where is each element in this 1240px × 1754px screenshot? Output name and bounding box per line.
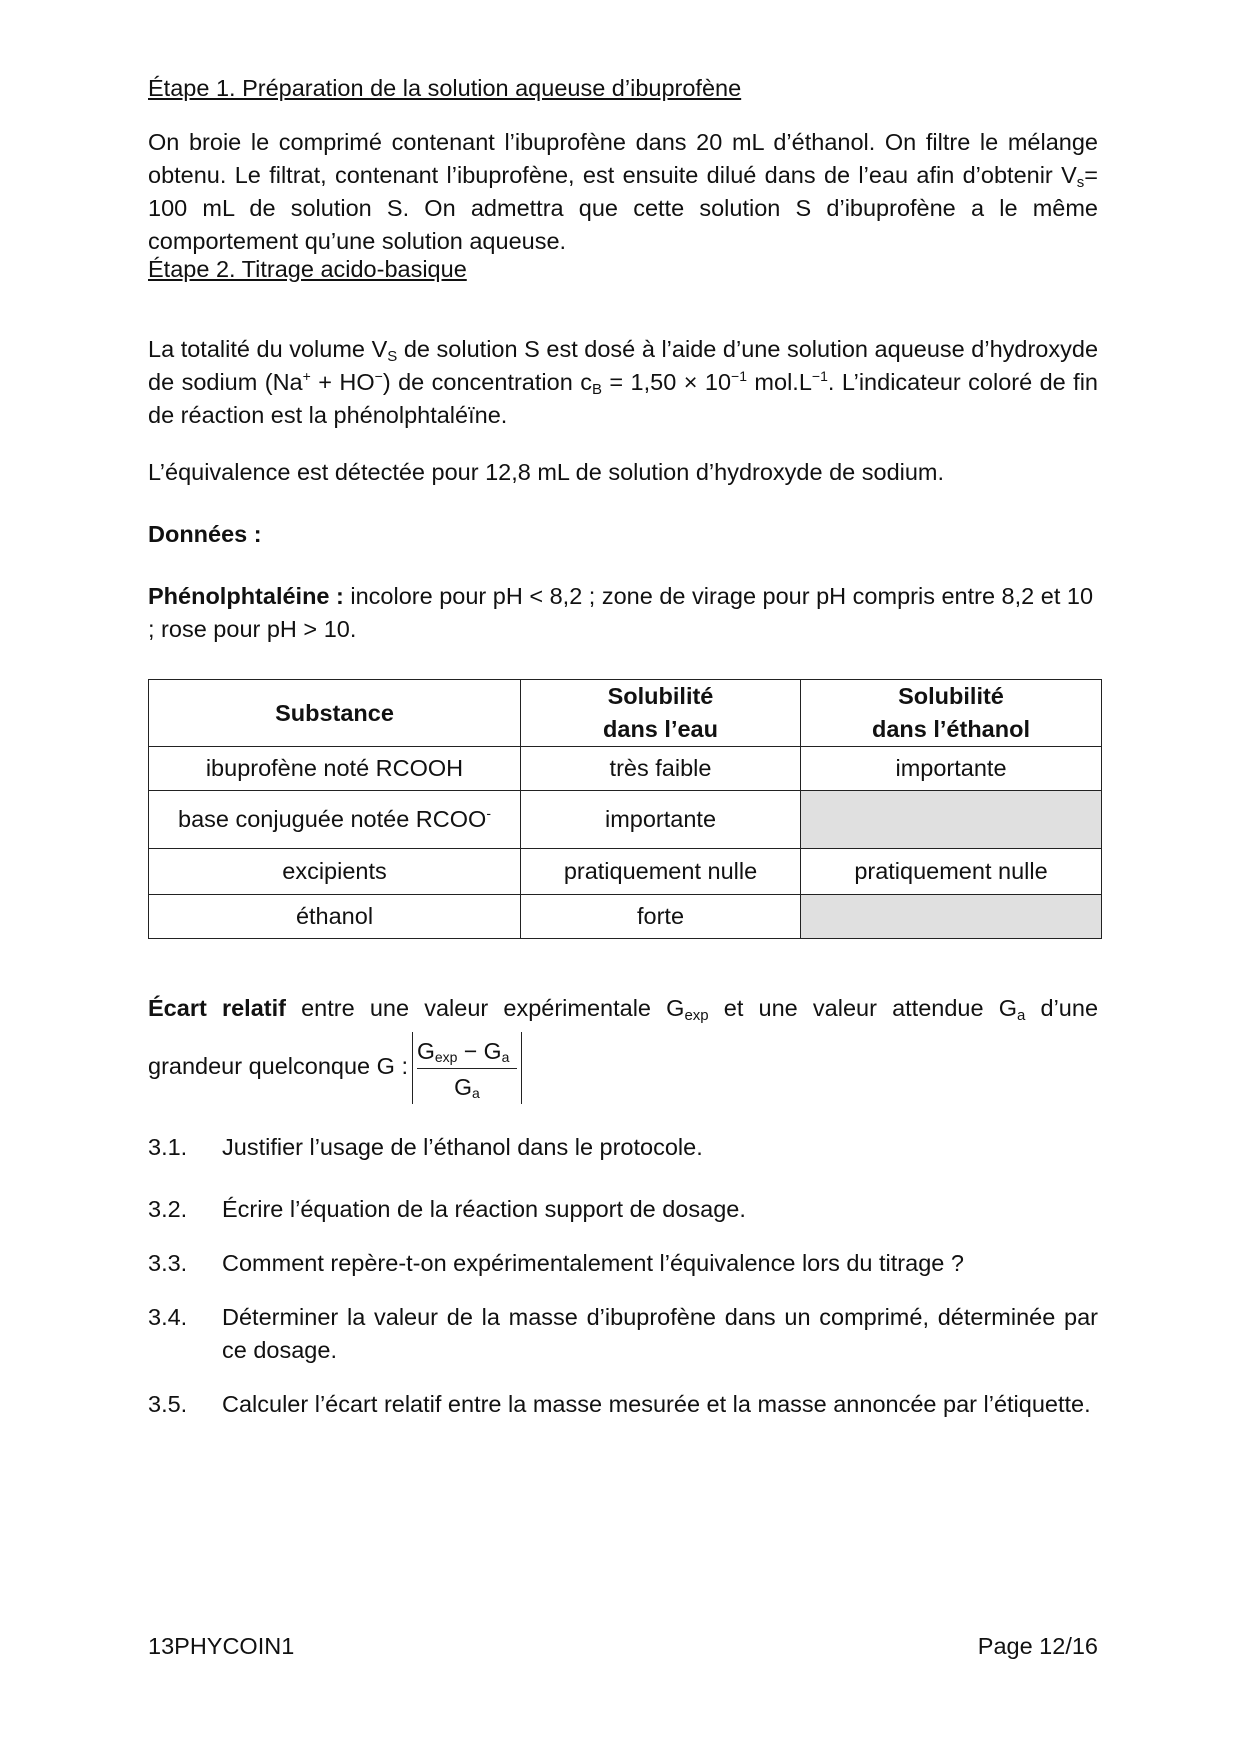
cell-eau: pratiquement nulle xyxy=(521,849,801,895)
table-row xyxy=(149,747,1102,791)
question-number: 3.4. xyxy=(148,1304,188,1330)
question-item xyxy=(148,1131,1098,1164)
cell-eau: très faible xyxy=(521,747,801,791)
header-eau: Solubilité dans l’eau xyxy=(521,680,801,747)
header-substance: Substance xyxy=(149,680,521,747)
question-text: Écrire l’équation de la réaction support de dosage. xyxy=(222,1196,746,1222)
question-number: 3.3. xyxy=(148,1250,188,1276)
ecart-formula-line: grandeur quelconque G : $\frac{G_{exp} - G_a}{G_a}$ xyxy=(148,1032,1098,1104)
cell-ethanol: pratiquement nulle xyxy=(801,849,1102,895)
ecart-line: Écart relatif entre une valeur expérimentale $G_{exp}$ et une valeur attendue $G_a$ d’une xyxy=(148,995,1099,1024)
question-text: Justifier l’usage de l’éthanol dans le protocole. xyxy=(222,1134,703,1160)
question-text: Comment repère-t-on expérimentalement l’équivalence lors du titrage ? xyxy=(222,1250,964,1276)
question-text: Calculer l’écart relatif entre la masse mesurée et la masse annoncée par l’étiquette. xyxy=(222,1391,1091,1417)
footer-page-number: Page 12/16 xyxy=(977,1633,1098,1659)
relative-gap-formula xyxy=(412,1032,522,1104)
question-number: 3.1. xyxy=(148,1134,188,1160)
donnees-heading: Données : xyxy=(148,521,262,547)
question-item xyxy=(148,1193,1098,1226)
cell-eau: importante xyxy=(521,791,801,849)
solubility-table xyxy=(148,679,1102,939)
phenolphtaleine-paragraph: Phénolphtaléine : incolore pour pH < 8,2 ; zone de virage pour pH compris entre 8,2 et 10 ; rose pour pH > 10. xyxy=(148,583,1094,642)
document-page xyxy=(148,0,1098,1754)
cell-substance: base conjuguée notée RCOO- xyxy=(149,791,521,849)
cell-substance: ibuprofène noté RCOOH xyxy=(149,747,521,791)
etape1-heading: Étape 1. Préparation de la solution aqueuse d’ibuprofène xyxy=(148,75,742,101)
table-header-row xyxy=(149,680,1102,747)
cell-ethanol-shaded xyxy=(801,895,1102,939)
footer-code: 13PHYCOIN1 xyxy=(148,1633,295,1659)
question-number: 3.2. xyxy=(148,1196,188,1222)
table-row xyxy=(149,849,1102,895)
formula-denominator: $G_a$ xyxy=(454,1074,480,1101)
question-item xyxy=(148,1247,1098,1280)
question-text: Déterminer la valeur de la masse d’ibuprofène dans un comprimé, déterminée par ce dosage. xyxy=(222,1304,1098,1363)
etape1-paragraph: On broie le comprimé contenant l’ibuprofène dans 20 mL d’éthanol. On filtre le mélange obtenu. Le filtrat, contenant l’ibuprofène, est ensuite dilué dans de l’eau afin d’obtenir $V_s= 100$ mL de solution S. On admettra que cette solution S d’ibuprofène a le même comportement qu’une solution aqueuse. xyxy=(148,129,1098,254)
question-item xyxy=(148,1301,1098,1367)
question-item xyxy=(148,1388,1098,1421)
table-row xyxy=(149,791,1102,849)
cell-eau: forte xyxy=(521,895,801,939)
cell-substance: excipients xyxy=(149,849,521,895)
cell-ethanol: importante xyxy=(801,747,1102,791)
fraction-bar xyxy=(417,1068,517,1069)
table-row xyxy=(149,895,1102,939)
cell-ethanol-shaded xyxy=(801,791,1102,849)
header-ethanol: Solubilité dans l’éthanol xyxy=(801,680,1102,747)
etape2-paragraph: La totalité du volume $V_S$ de solution S est dosé à l’aide d’une solution aqueuse d’hydroxyde de sodium (Na+ + HO−) de concentration $c_B = 1,50 \times 10^{-1}$ $mol.L^{-1}$. L’indicateur coloré de fin de réaction est la phénolphtaléïne. xyxy=(148,336,1099,428)
formula-numerator: $G_{exp} - G_a$ xyxy=(417,1038,510,1065)
equivalence-paragraph: L’équivalence est détectée pour 12,8 mL de solution d’hydroxyde de sodium. xyxy=(148,459,945,485)
cell-substance: éthanol xyxy=(149,895,521,939)
question-number: 3.5. xyxy=(148,1391,188,1417)
etape2-heading: Étape 2. Titrage acido-basique xyxy=(148,256,467,282)
